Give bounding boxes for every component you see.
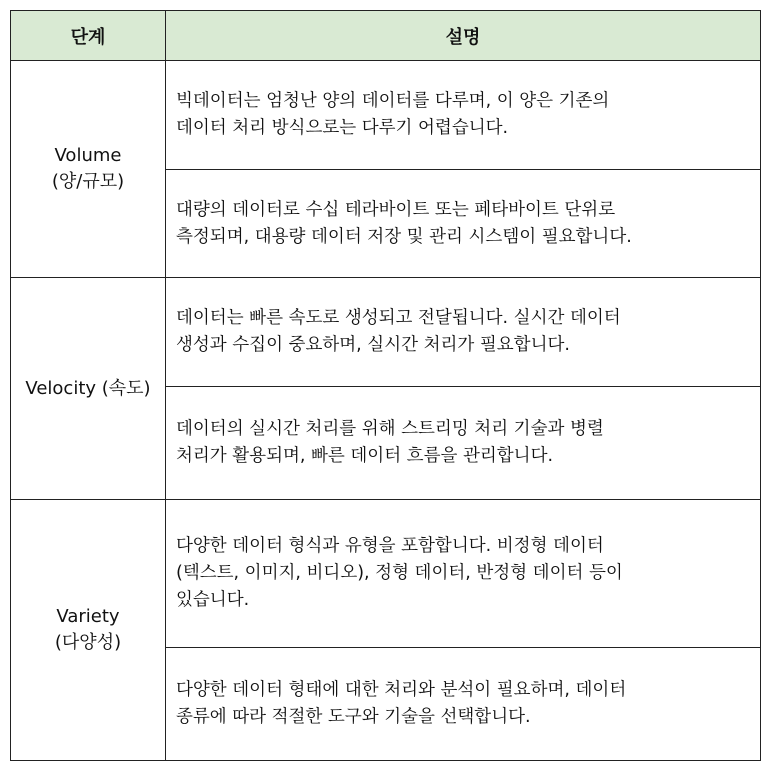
big-data-3v-table-container	[10, 10, 760, 760]
description-line: 데이터는 빠른 속도로 생성되고 전달됩니다. 실시간 데이터	[176, 308, 621, 328]
description-line: 대량의 데이터로 수십 테라바이트 또는 페타바이트 단위로	[176, 199, 616, 220]
header-description: 설명	[166, 11, 761, 61]
stage-variety-sub: (다양성)	[54, 632, 122, 653]
stage-volume	[11, 61, 166, 278]
header-stage: 단계	[11, 11, 166, 61]
description-line: 다양한 데이터 형식과 유형을 포함합니다. 비정형 데이터	[176, 536, 604, 556]
description-cell	[166, 500, 761, 648]
stage-volume-sub: (양/규모)	[51, 171, 125, 192]
stage-velocity-name: Velocity (속도)	[25, 377, 151, 399]
description-line: 데이터 처리 방식으로는 다루기 어렵습니다.	[176, 118, 509, 138]
stage-volume-name: Volume	[54, 145, 122, 166]
description-line: 생성과 수집이 중요하며, 실시간 처리가 필요합니다.	[176, 335, 570, 355]
description-line: 데이터의 실시간 처리를 위해 스트리밍 처리 기술과 병렬	[176, 419, 604, 439]
stage-variety-name: Variety	[56, 606, 120, 627]
table-row	[11, 61, 761, 170]
description-line: 처리가 활용되며, 빠른 데이터 흐름을 관리합니다.	[176, 446, 554, 466]
stage-velocity	[11, 278, 166, 500]
header-row	[11, 11, 761, 61]
description-cell	[166, 61, 761, 170]
description-cell	[166, 278, 761, 387]
table-row	[11, 500, 761, 648]
description-line: 종류에 따라 적절한 도구와 기술을 선택합니다.	[176, 707, 531, 727]
description-line: 다양한 데이터 형태에 대한 처리와 분석이 필요하며, 데이터	[176, 680, 627, 700]
description-line: (텍스트, 이미지, 비디오), 정형 데이터, 반정형 데이터 등이	[176, 563, 623, 583]
description-line: 빅데이터는 엄청난 양의 데이터를 다루며, 이 양은 기존의	[176, 91, 610, 111]
description-cell	[166, 648, 761, 761]
description-cell	[166, 170, 761, 278]
big-data-3v-table	[10, 10, 761, 761]
description-line: 측정되며, 대용량 데이터 저장 및 관리 시스템이 필요합니다.	[176, 226, 632, 247]
stage-variety	[11, 500, 166, 761]
table-row	[11, 278, 761, 387]
description-cell	[166, 387, 761, 500]
description-line: 있습니다.	[176, 590, 250, 610]
